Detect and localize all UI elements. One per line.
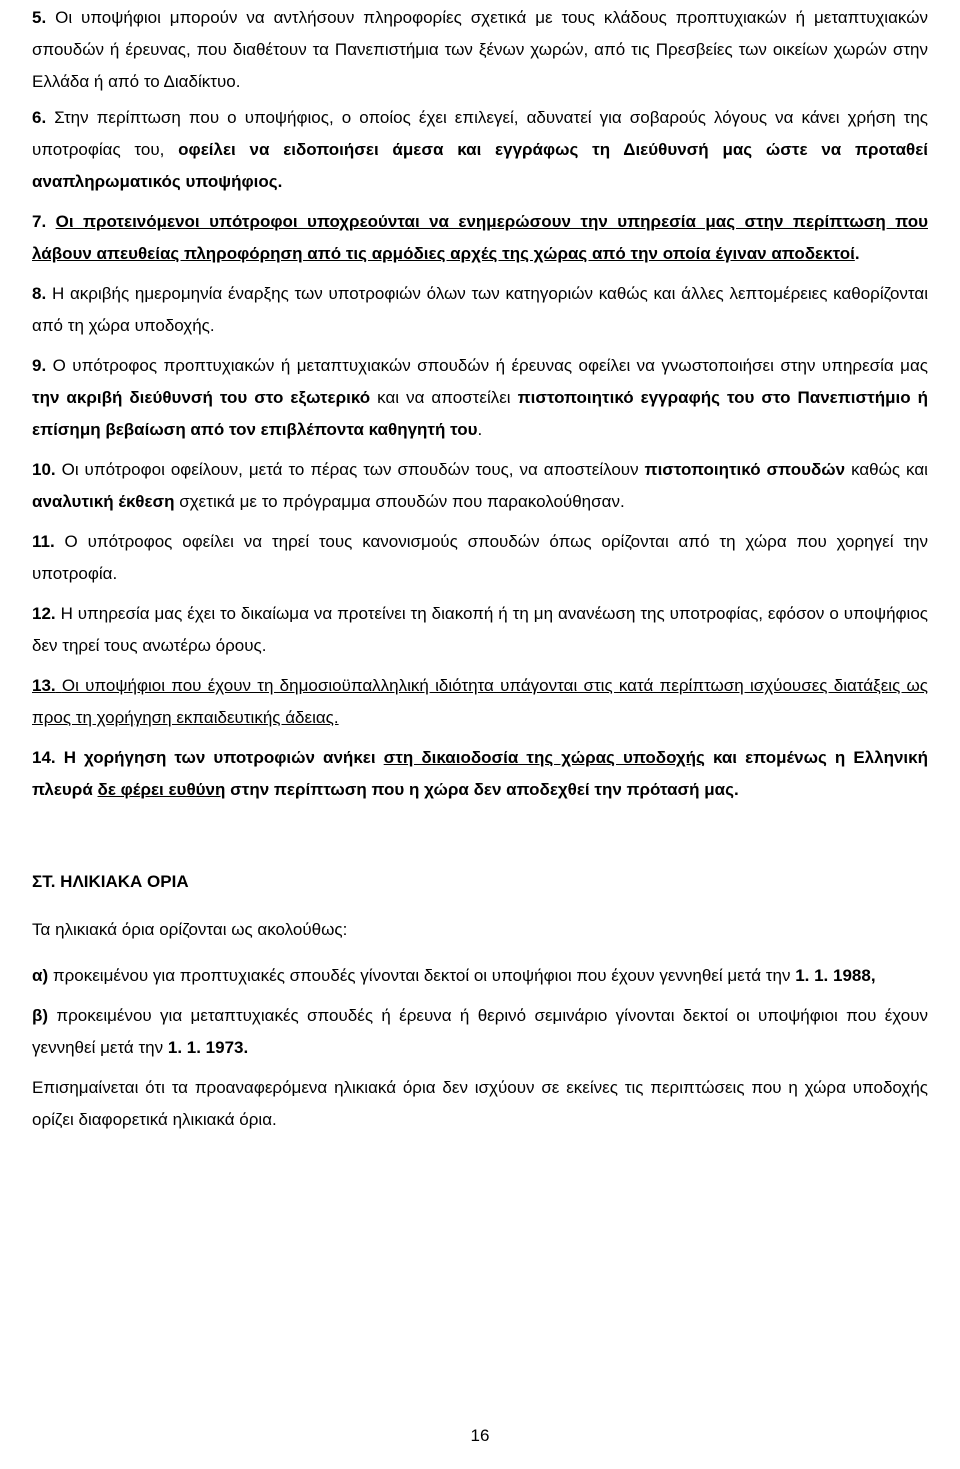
- age-limit-a: [32, 960, 928, 992]
- item-number: 14.: [32, 748, 56, 767]
- item-8: [32, 278, 928, 342]
- item-underlined-text: Οι προτεινόμενοι υπότροφοι υποχρεούνται να ενημερώσουν την υπηρεσία μας στην περίπτωση που λάβουν απευθείας πληροφόρηση από τις αρμόδιες αρχές της χώρας από την οποία έγιναν αποδεκτοί: [32, 212, 928, 263]
- item-text: Η χορήγηση των υποτροφιών ανήκει: [63, 748, 376, 767]
- item-text: καθώς και: [851, 460, 928, 479]
- item-underlined-text: στη δικαιοδοσία της χώρας υποδοχής: [383, 748, 705, 767]
- item-text: Οι υποψήφιοι μπορούν να αντλήσουν πληροφορίες σχετικά με τους κλάδους προπτυχιακών ή μεταπτυχιακών σπουδών ή έρευνας, που διαθέτουν τα Πανεπιστήμια των ξένων χωρών, από τις Πρεσβείες των οικείων χωρών στην Ελλάδα ή από το Διαδίκτυο.: [32, 8, 928, 91]
- item-bold-text: πιστοποιητικό σπουδών: [644, 460, 846, 479]
- item-text: Οι υποψήφιοι που έχουν τη δημοσιοϋπαλληλική ιδιότητα υπάγονται στις κατά περίπτωση ισχύουσες διατάξεις ως προς τη χορήγηση εκπαιδευτικής άδειας.: [32, 676, 928, 727]
- item-number: 11.: [32, 532, 55, 551]
- item-bold-text: την ακριβή διεύθυνσή του στο εξωτερικό: [32, 388, 371, 407]
- item-5: [32, 2, 928, 98]
- section-heading: ΣΤ. ΗΛΙΚΙΑΚΑ ΟΡΙΑ: [32, 872, 189, 891]
- item-number: 9.: [32, 356, 47, 375]
- item-text: Στην περίπτωση που ο υποψήφιος, ο οποίος έχει επιλεγεί, αδυνατεί για σοβαρούς λόγους να κάνει χρήση της υποτροφίας του,: [32, 108, 928, 159]
- item-10: [32, 454, 928, 518]
- list-date: 1. 1. 1973.: [167, 1038, 249, 1057]
- list-label: β): [32, 1006, 49, 1025]
- item-text: Ο υπότροφος οφείλει να τηρεί τους κανονισμούς σπουδών όπως ορίζονται από τη χώρα που χορηγεί την υποτροφία.: [32, 532, 928, 583]
- item-text: σχετικά με το πρόγραμμα σπουδών που παρακολούθησαν.: [179, 492, 625, 511]
- item-end: .: [477, 420, 483, 439]
- item-number: 13.: [32, 676, 56, 695]
- item-11: [32, 526, 928, 590]
- list-label: α): [32, 966, 49, 985]
- item-number: 12.: [32, 604, 56, 623]
- item-bold-text: πιστοποιητικό εγγραφής του στο Πανεπιστήμιο ή επίσημη βεβαίωση από τον επιβλέποντα καθηγητή του: [32, 388, 928, 439]
- item-text: Οι υπότροφοι οφείλουν, μετά το πέρας των σπουδών τους, να αποστείλουν: [61, 460, 639, 479]
- item-text: και να αποστείλει: [377, 388, 511, 407]
- item-number: 6.: [32, 108, 47, 127]
- age-limit-b: [32, 1000, 928, 1064]
- item-9: [32, 350, 928, 446]
- list-text: προκειμένου για μεταπτυχιακές σπουδές ή έρευνα ή θερινό σεμινάριο γίνονται δεκτοί οι υποψήφιοι που έχουν γεννηθεί μετά την: [32, 1006, 928, 1057]
- item-bold-text: αναλυτική έκθεση: [32, 492, 175, 511]
- item-bold-text: οφείλει να ειδοποιήσει άμεσα και εγγράφως τη Διεύθυνσή μας ώστε να προταθεί αναπληρωματικός υποψήφιος.: [32, 140, 928, 191]
- list-text: προκειμένου για προπτυχιακές σπουδές γίνονται δεκτοί οι υποψήφιοι που έχουν γεννηθεί μετά την: [52, 966, 791, 985]
- item-12: [32, 598, 928, 662]
- item-number: 8.: [32, 284, 47, 303]
- item-text: Η υπηρεσία μας έχει το δικαίωμα να προτείνει τη διακοπή ή τη μη ανανέωση της υποτροφίας, εφόσον ο υποψήφιος δεν τηρεί τους ανωτέρω όρους.: [32, 604, 928, 655]
- item-text: στην περίπτωση που η χώρα δεν αποδεχθεί την πρότασή μας.: [230, 780, 739, 799]
- item-6: [32, 102, 928, 198]
- item-text: και επομένως η Ελληνική πλευρά: [32, 748, 928, 799]
- item-underlined-text: δε φέρει ευθύνη: [97, 780, 226, 799]
- item-text: Ο υπότροφος προπτυχιακών ή μεταπτυχιακών σπουδών ή έρευνας οφείλει να γνωστοποιήσει στην υπηρεσία μας: [52, 356, 928, 375]
- section-note: Επισημαίνεται ότι τα προαναφερόμενα ηλικιακά όρια δεν ισχύουν σε εκείνες τις περιπτώσεις που η χώρα υποδοχής ορίζει διαφορετικά ηλικιακά όρια.: [32, 1078, 928, 1129]
- item-13: [32, 670, 928, 734]
- list-date: 1. 1. 1988,: [795, 966, 876, 985]
- item-number: 10.: [32, 460, 56, 479]
- item-number: 7.: [32, 212, 47, 231]
- item-7: [32, 206, 928, 270]
- item-number: 5.: [32, 8, 47, 27]
- page-number: 16: [470, 1426, 490, 1445]
- item-text: Η ακριβής ημερομηνία έναρξης των υποτροφιών όλων των κατηγοριών καθώς και άλλες λεπτομέρειες καθορίζονται από τη χώρα υποδοχής.: [32, 284, 928, 335]
- section-intro: Τα ηλικιακά όρια ορίζονται ως ακολούθως:: [32, 920, 348, 939]
- item-end: .: [854, 244, 860, 263]
- item-14: [32, 742, 928, 806]
